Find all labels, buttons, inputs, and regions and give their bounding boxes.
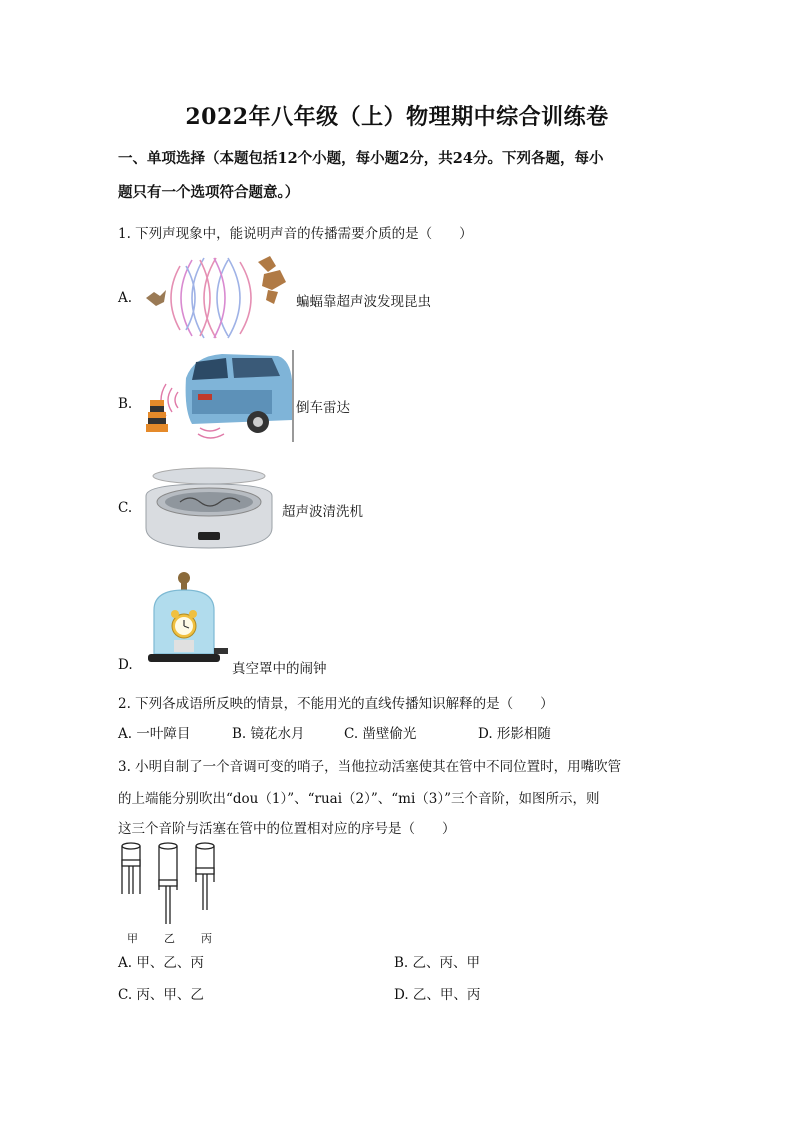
bell-jar-clock-image	[148, 570, 230, 666]
q1-option-b-caption: 倒车雷达	[296, 400, 350, 416]
q1-option-d-caption: 真空罩中的闹钟	[232, 661, 327, 677]
q3-option-b: B. 乙、丙、甲	[394, 955, 481, 971]
q1-option-d-letter: D.	[118, 657, 133, 673]
q2-option-c: C. 凿壁偷光	[344, 726, 417, 742]
ultrasonic-cleaner-image	[140, 466, 278, 554]
q3-option-a: A. 甲、乙、丙	[118, 955, 204, 971]
section-heading-line1: 一、单项选择（本题包括12个小题，每小题2分，共24分。下列各题，每小	[118, 150, 604, 167]
whistle-tubes-diagram	[118, 842, 228, 928]
q1-stem: 1. 下列声现象中，能说明声音的传播需要介质的是（ ）	[118, 226, 473, 242]
q3-stem-line2: 的上端能分别吹出“dou（1）”、“ruai（2）”、“mi（3）”三个音阶，如图所示，则	[118, 791, 600, 807]
tube-label-jia: 甲	[127, 932, 138, 945]
q2-stem: 2. 下列各成语所反映的情景，不能用光的直线传播知识解释的是（ ）	[118, 696, 554, 712]
q1-option-a-letter: A.	[118, 290, 133, 306]
q2-option-b: B. 镜花水月	[232, 726, 305, 742]
car-reversing-radar-image	[140, 350, 295, 442]
tube-label-bing: 丙	[201, 932, 212, 945]
q2-option-a: A. 一叶障目	[118, 726, 191, 742]
bat-sound-waves-image	[140, 252, 290, 340]
q1-option-b-letter: B.	[118, 396, 133, 412]
section-heading-line2: 题只有一个选项符合题意。）	[118, 184, 300, 201]
q3-option-c: C. 丙、甲、乙	[118, 987, 204, 1003]
tube-label-yi: 乙	[164, 932, 175, 945]
exam-title: 2022年八年级（上）物理期中综合训练卷	[185, 104, 609, 130]
q1-option-c-letter: C.	[118, 500, 133, 516]
q3-stem-line3: 这三个音阶与活塞在管中的位置相对应的序号是（ ）	[118, 821, 456, 837]
q1-option-a-caption: 蝙蝠靠超声波发现昆虫	[296, 294, 431, 310]
q3-stem-line1: 3. 小明自制了一个音调可变的哨子，当他拉动活塞使其在管中不同位置时，用嘴吹管	[118, 759, 622, 775]
q2-option-d: D. 形影相随	[478, 726, 551, 742]
q3-option-d: D. 乙、甲、丙	[394, 987, 481, 1003]
q1-option-c-caption: 超声波清洗机	[282, 504, 363, 520]
